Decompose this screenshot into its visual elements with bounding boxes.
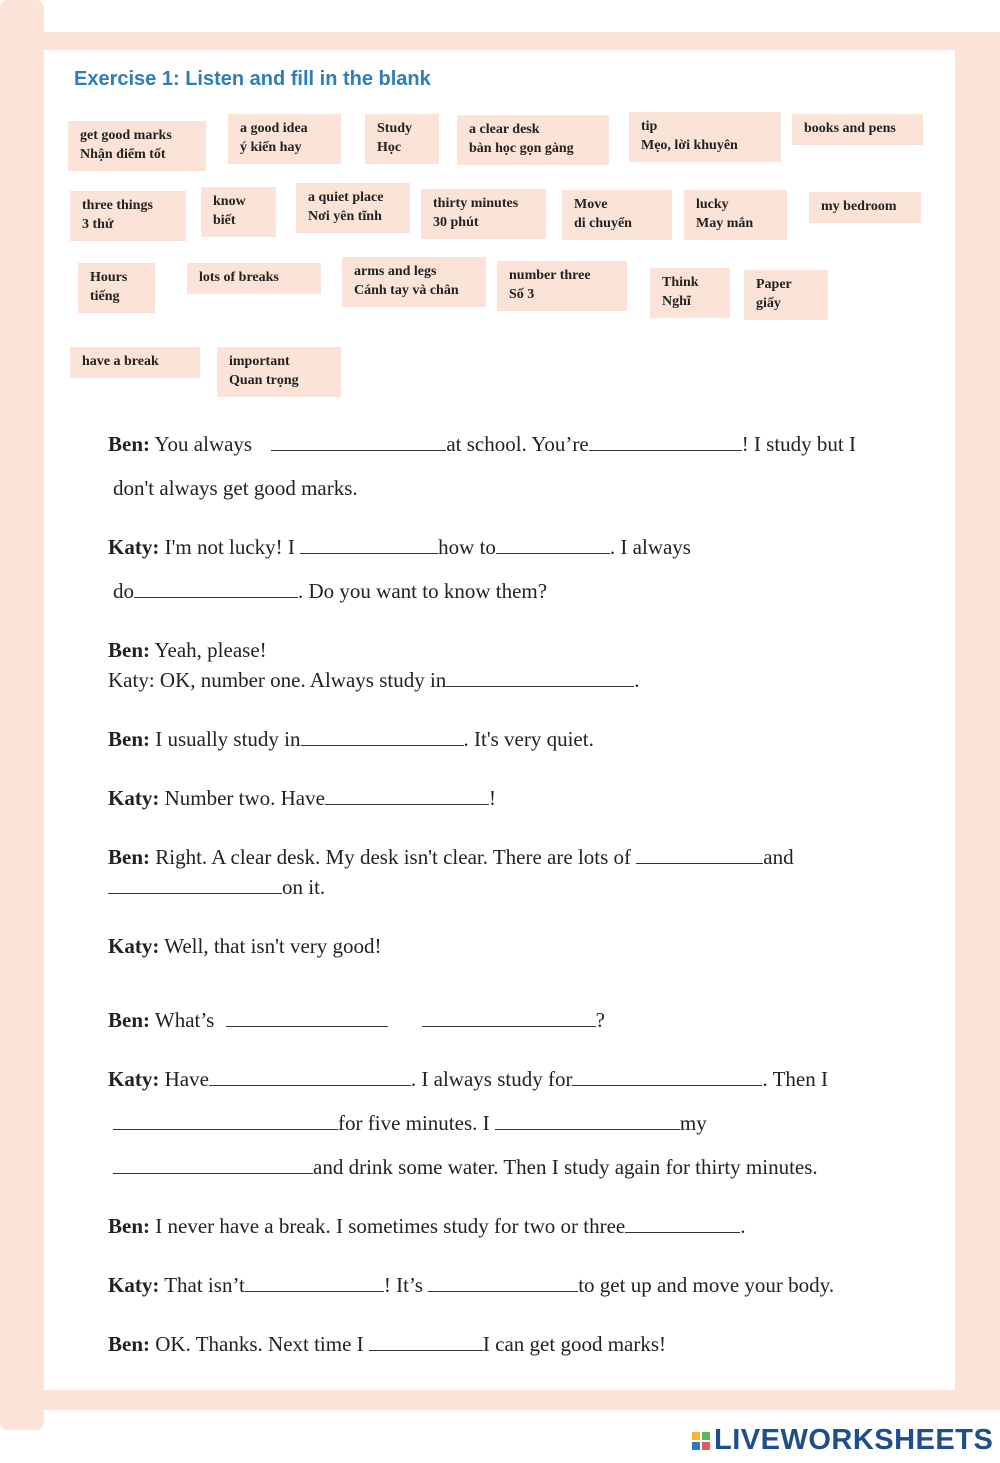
line-text: my (679, 1111, 707, 1135)
line-text: . Then I (762, 1067, 828, 1091)
card-english: number three (509, 268, 591, 283)
frame-left (0, 0, 44, 1430)
card-english: three things (82, 198, 153, 213)
dialog-line (108, 637, 267, 663)
worksheet-page (44, 50, 955, 1390)
card-english: tip (641, 119, 658, 134)
line-text: and (763, 845, 794, 869)
blank-field[interactable] (325, 786, 489, 805)
dialog-line (113, 1154, 818, 1180)
line-text: at school. You’re (446, 432, 589, 456)
dialog-line (108, 667, 640, 693)
blank-field[interactable] (589, 432, 742, 451)
dialog-line (108, 874, 325, 900)
blank-field[interactable] (369, 1332, 483, 1351)
word-card (421, 189, 546, 239)
word-card (187, 263, 321, 294)
word-card (78, 263, 155, 313)
line-text: I never have a break. I sometimes study for two or three (150, 1214, 626, 1238)
blank-field[interactable] (625, 1214, 740, 1233)
frame-right (955, 32, 1000, 1410)
line-text: . (634, 668, 640, 692)
card-vietnamese: 3 thứ (82, 217, 114, 232)
line-text: . I always study for (410, 1067, 573, 1091)
card-vietnamese: di chuyển (574, 216, 632, 231)
line-text: Have (159, 1067, 209, 1091)
speaker: Katy: (108, 535, 160, 559)
word-card (809, 192, 921, 223)
dialog-line (108, 431, 856, 457)
dialog-line (108, 1331, 666, 1357)
word-card (457, 115, 609, 165)
speaker: Ben: (108, 845, 150, 869)
card-english: arms and legs (354, 264, 437, 279)
line-text: I can get good marks! (482, 1332, 667, 1356)
speaker: Ben: (108, 1214, 150, 1238)
line-text: to get up and move your body. (578, 1273, 835, 1297)
card-english: books and pens (804, 121, 896, 136)
card-vietnamese: Số 3 (509, 287, 535, 302)
line-text: OK. Thanks. Next time I (150, 1332, 369, 1356)
card-vietnamese: 30 phút (433, 215, 479, 230)
line-text: ? (595, 1008, 605, 1032)
card-vietnamese: May mắn (696, 216, 754, 231)
line-text: don't always get good marks. (113, 476, 358, 500)
word-card (70, 191, 186, 241)
dialog-line (108, 844, 794, 870)
frame-top (44, 32, 1000, 50)
line-text: Number two. Have (159, 786, 325, 810)
card-english: important (229, 354, 290, 369)
card-english: get good marks (80, 128, 172, 143)
dialog-line (108, 1213, 746, 1239)
liveworksheets-logo[interactable] (692, 1424, 993, 1457)
word-card (296, 183, 410, 233)
card-vietnamese: Mẹo, lời khuyên (641, 138, 738, 153)
speaker: Ben: (108, 727, 150, 751)
card-vietnamese: Học (377, 140, 402, 155)
dialog-line (108, 1066, 828, 1092)
line-text: how to (438, 535, 496, 559)
word-card (629, 112, 781, 162)
line-text: Well, that isn't very good! (159, 934, 382, 958)
card-english: Hours (90, 270, 128, 285)
speaker: Katy: (108, 786, 160, 810)
card-vietnamese: biết (213, 213, 236, 228)
blank-field[interactable] (572, 1067, 762, 1086)
line-text: ! It’s (383, 1273, 429, 1297)
card-english: a good idea (240, 121, 308, 136)
line-text: You always (150, 432, 258, 456)
card-english: know (213, 194, 246, 209)
line-text: Right. A clear desk. My desk isn't clear. There are lots of (150, 845, 637, 869)
line-text: ! (488, 786, 496, 810)
blank-field[interactable] (245, 1273, 384, 1292)
card-english: Move (574, 197, 608, 212)
line-text: . (740, 1214, 746, 1238)
line-text: . I always (609, 535, 691, 559)
word-card (228, 114, 341, 164)
card-english: have a break (82, 354, 159, 369)
blank-field[interactable] (301, 727, 464, 746)
exercise-title: Exercise 1: Listen and fill in the blank (74, 68, 431, 90)
card-vietnamese: Quan trọng (229, 373, 299, 388)
card-vietnamese: tiếng (90, 289, 120, 304)
card-vietnamese: Nơi yên tĩnh (308, 209, 382, 224)
card-vietnamese: giấy (756, 296, 781, 311)
speaker: Katy: (108, 1273, 160, 1297)
dialog-line (108, 534, 691, 560)
blank-field[interactable] (422, 1008, 596, 1027)
card-english: Study (377, 121, 413, 136)
line-text: I'm not lucky! I (159, 535, 301, 559)
frame-bottom (44, 1390, 1000, 1410)
blank-field[interactable] (226, 1008, 388, 1027)
card-english: thirty minutes (433, 196, 519, 211)
dialog-line (108, 726, 594, 752)
word-card (201, 187, 276, 237)
dialog-line (113, 1110, 707, 1136)
card-vietnamese: Nhận điểm tốt (80, 147, 166, 162)
line-text: . Do you want to know them? (298, 579, 548, 603)
speaker: Ben: (108, 1332, 150, 1356)
word-card (562, 190, 672, 240)
line-text: Katy: OK, number one. Always study in (108, 668, 447, 692)
blank-field[interactable] (300, 535, 438, 554)
blank-field[interactable] (113, 1111, 338, 1130)
dialog-line (108, 933, 382, 959)
speaker: Ben: (108, 1008, 150, 1032)
card-english: a quiet place (308, 190, 384, 205)
dialog-line (108, 1272, 834, 1298)
blank-field[interactable] (496, 535, 610, 554)
dialog-line (108, 1007, 605, 1033)
speaker: Katy: (108, 934, 160, 958)
word-card (217, 347, 341, 397)
blank-field[interactable] (446, 668, 634, 687)
line-text: ! I study but I (741, 432, 857, 456)
card-vietnamese: Nghĩ (662, 294, 691, 309)
card-english: Paper (756, 277, 792, 292)
blank-field[interactable] (209, 1067, 411, 1086)
card-english: Think (662, 275, 699, 290)
card-vietnamese: ý kiến hay (240, 140, 302, 155)
line-text: That isn’t (159, 1273, 245, 1297)
card-english: lots of breaks (199, 270, 279, 285)
line-text: . It's very quiet. (463, 727, 594, 751)
word-card (365, 114, 439, 164)
card-vietnamese: Cánh tay và chân (354, 283, 459, 298)
line-text: do (113, 579, 134, 603)
blank-field[interactable] (428, 1273, 578, 1292)
dialog-line (108, 785, 496, 811)
word-card (650, 268, 730, 318)
logo-text: LIVEWORKSHEETS (714, 1424, 994, 1456)
card-english: my bedroom (821, 199, 897, 214)
line-text: Yeah, please! (150, 638, 267, 662)
card-english: a clear desk (469, 122, 540, 137)
blank-field[interactable] (134, 579, 298, 598)
word-card (68, 121, 206, 171)
line-text: on it. (282, 875, 326, 899)
line-text: I usually study in (150, 727, 301, 751)
blank-field[interactable] (495, 1111, 680, 1130)
card-vietnamese: bàn học gọn gàng (469, 141, 574, 156)
speaker: Katy: (108, 1067, 160, 1091)
speaker: Ben: (108, 432, 150, 456)
word-card (684, 190, 787, 240)
dialog-line (113, 475, 358, 501)
word-card (497, 261, 627, 311)
blank-field[interactable] (271, 432, 446, 451)
dialog-line (113, 578, 547, 604)
line-text: What’s (150, 1008, 220, 1032)
line-text: and drink some water. Then I study again for thirty minutes. (313, 1155, 818, 1179)
line-text: for five minutes. I (338, 1111, 495, 1135)
logo-icon (692, 1432, 710, 1450)
word-card (792, 114, 923, 145)
blank-field[interactable] (108, 875, 282, 894)
word-card (342, 257, 486, 307)
speaker: Ben: (108, 638, 150, 662)
blank-field[interactable] (636, 845, 763, 864)
word-card (744, 270, 828, 320)
blank-field[interactable] (113, 1155, 313, 1174)
word-card (70, 347, 200, 378)
card-english: lucky (696, 197, 729, 212)
